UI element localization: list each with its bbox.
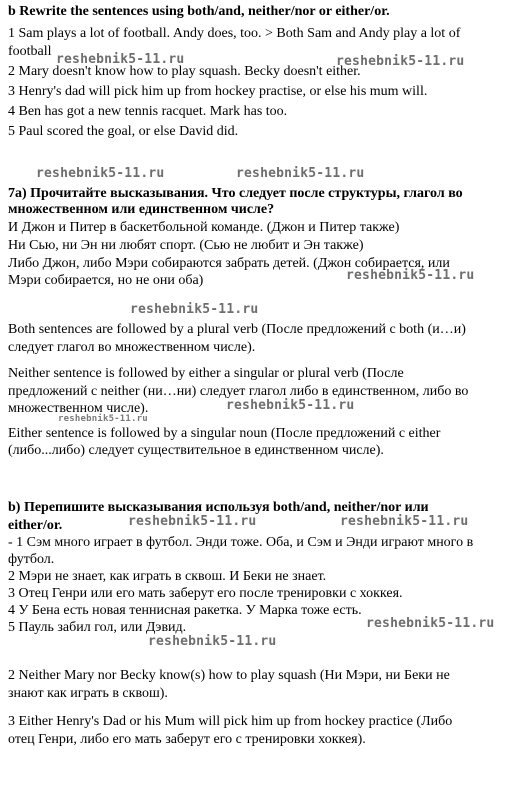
answer-3-line-2: отец Генри, либо его мать заберут его с тренировки хоккея). (8, 732, 366, 747)
exercise-b-ru-heading-line-2: either/or. (8, 518, 63, 533)
watermark: reshebnik5-11.ru (128, 514, 257, 529)
ru-sentence-2: 2 Мэри не знает, как играть в сквош. И Беки не знает. (8, 569, 327, 584)
example-1: И Джон и Питер в баскетбольной команде. (Джон и Питер также) (8, 220, 400, 235)
watermark: reshebnik5-11.ru (340, 514, 469, 529)
rule-both-line-2: следует глагол во множественном числе). (8, 340, 256, 355)
ru-sentence-4: 4 У Бена есть новая теннисная ракетка. У Марка тоже есть. (8, 603, 362, 618)
rule-neither-line-3: множественном числе). (8, 401, 149, 416)
example-3-line-1: Либо Джон, либо Мэри собираются забрать детей. (Джон собирается, или (8, 256, 450, 271)
watermark: reshebnik5-11.ru (336, 54, 465, 69)
exercise-7a-heading-line-1: 7a) Прочитайте высказывания. Что следует после структуры, глагол во (8, 186, 463, 201)
ru-sentence-5: 5 Пауль забил гол, или Дэвид. (8, 620, 187, 635)
answer-2-line-1: 2 Neither Mary nor Becky know(s) how to play squash (Ни Мэри, ни Беки не (8, 668, 450, 683)
sentence-1-line-1: 1 Sam plays a lot of football. Andy does, too. > Both Sam and Andy play a lot of (8, 26, 461, 41)
watermark: reshebnik5-11.ru (366, 616, 495, 631)
exercise-7a-heading-line-2: множественном или единственном числе? (8, 202, 275, 217)
rule-both-line-1: Both sentences are followed by a plural verb (После предложений с both (и…и) (8, 322, 466, 337)
rule-either-line-1: Either sentence is followed by a singular noun (После предложений с either (8, 426, 441, 441)
sentence-5: 5 Paul scored the goal, or else David did. (8, 124, 239, 139)
sentence-2: 2 Mary doesn't know how to play squash. Becky doesn't either. (8, 64, 361, 79)
answer-3-line-1: 3 Either Henry's Dad or his Mum will pick him up from hockey practice (Либо (8, 714, 453, 729)
watermark: reshebnik5-11.ru (58, 414, 148, 424)
watermark: reshebnik5-11.ru (130, 302, 259, 317)
watermark: reshebnik5-11.ru (226, 398, 355, 413)
sentence-3: 3 Henry's dad will pick him up from hockey practise, or else his mum will. (8, 84, 428, 99)
exercise-b-heading: b Rewrite the sentences using both/and, neither/nor or either/or. (8, 4, 390, 19)
rule-either-line-2: (либо...либо) следует существительное в единственном числе). (8, 443, 384, 458)
example-3-line-2: Мэри собирается, но не они оба) (8, 273, 204, 288)
watermark: reshebnik5-11.ru (236, 166, 365, 181)
watermark: reshebnik5-11.ru (148, 634, 277, 649)
watermark: reshebnik5-11.ru (346, 268, 475, 283)
ru-sentence-1-line-1: - 1 Сэм много играет в футбол. Энди тоже. Оба, и Сэм и Энди играют много в (8, 535, 474, 550)
example-2: Ни Сью, ни Эн ни любят спорт. (Сью не любит и Эн также) (8, 238, 364, 253)
exercise-b-ru-heading-line-1: b) Перепишите высказывания используя both/and, neither/nor или (8, 500, 429, 515)
ru-sentence-1-line-2: футбол. (8, 552, 55, 567)
rule-neither-line-2: предложений с neither (ни…ни) следует глагол либо в единственном, либо во (8, 384, 469, 399)
watermark: reshebnik5-11.ru (56, 52, 185, 67)
rule-neither-line-1: Neither sentence is followed by either a singular or plural verb (После (8, 366, 404, 381)
ru-sentence-3: 3 Отец Генри или его мать заберут его после тренировки с хоккея. (8, 586, 403, 601)
answer-2-line-2: знают как играть в сквош). (8, 686, 168, 701)
sentence-4: 4 Ben has got a new tennis racquet. Mark has too. (8, 104, 288, 119)
watermark: reshebnik5-11.ru (36, 166, 165, 181)
sentence-1-line-2: football (8, 44, 52, 59)
